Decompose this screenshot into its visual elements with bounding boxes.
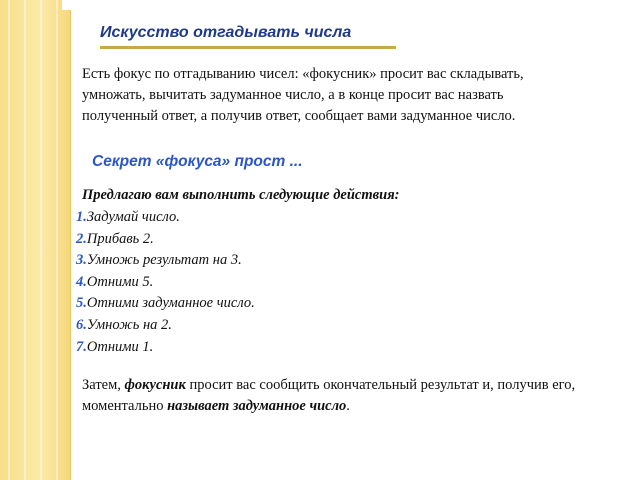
step-text: Умножь на 2.	[86, 316, 172, 333]
step-item	[76, 229, 255, 251]
band-stripe	[56, 0, 58, 480]
step-number: 2.	[76, 230, 87, 247]
step-text: Отними задуманное число.	[86, 295, 255, 312]
outro-text: просит вас сообщить окончательный результат и, получив его, моментально	[82, 377, 576, 414]
steps-list	[76, 207, 255, 358]
step-text: Задумай число.	[86, 209, 180, 225]
step-number: 6.	[76, 316, 87, 333]
outro-text: .	[346, 398, 350, 414]
step-item	[76, 337, 255, 359]
title-underline	[100, 46, 396, 49]
step-item	[76, 293, 255, 315]
band-stripe	[8, 0, 10, 480]
outro-paragraph	[82, 375, 592, 417]
step-text: Отними 5.	[86, 273, 154, 290]
step-item	[76, 272, 255, 294]
secret-subheading: Секрет «фокуса» прост ...	[92, 153, 303, 170]
step-text: Умножь результат на 3.	[86, 252, 242, 269]
step-number: 1.	[76, 209, 87, 225]
decorative-side-band	[0, 0, 71, 480]
outro-emphasis-result: называет задуманное число	[167, 398, 347, 414]
step-text: Прибавь 2.	[86, 230, 154, 247]
steps-heading: Предлагаю вам выполнить следующие действия:	[82, 187, 400, 203]
step-item	[76, 315, 255, 337]
slide-title: Искусство отгадывать числа	[100, 24, 352, 41]
step-number: 3.	[76, 252, 87, 269]
step-number: 5.	[76, 295, 87, 312]
intro-paragraph: Есть фокус по отгадыванию чисел: «фокусник» просит вас складывать, умножать, вычитать задуманное число, а в конце просит вас назвать полученный ответ, а получив ответ, сообщает вами задуманное число.	[82, 66, 524, 124]
step-item	[76, 250, 255, 272]
step-number: 7.	[76, 338, 87, 355]
outro-emphasis-magician: фокусник	[124, 377, 186, 393]
band-stripe	[24, 0, 26, 480]
band-corner	[62, 0, 72, 10]
step-item	[76, 207, 255, 229]
step-number: 4.	[76, 273, 87, 290]
step-text: Отними 1.	[86, 338, 154, 355]
band-stripe	[40, 0, 42, 480]
outro-text: Затем,	[82, 377, 125, 393]
